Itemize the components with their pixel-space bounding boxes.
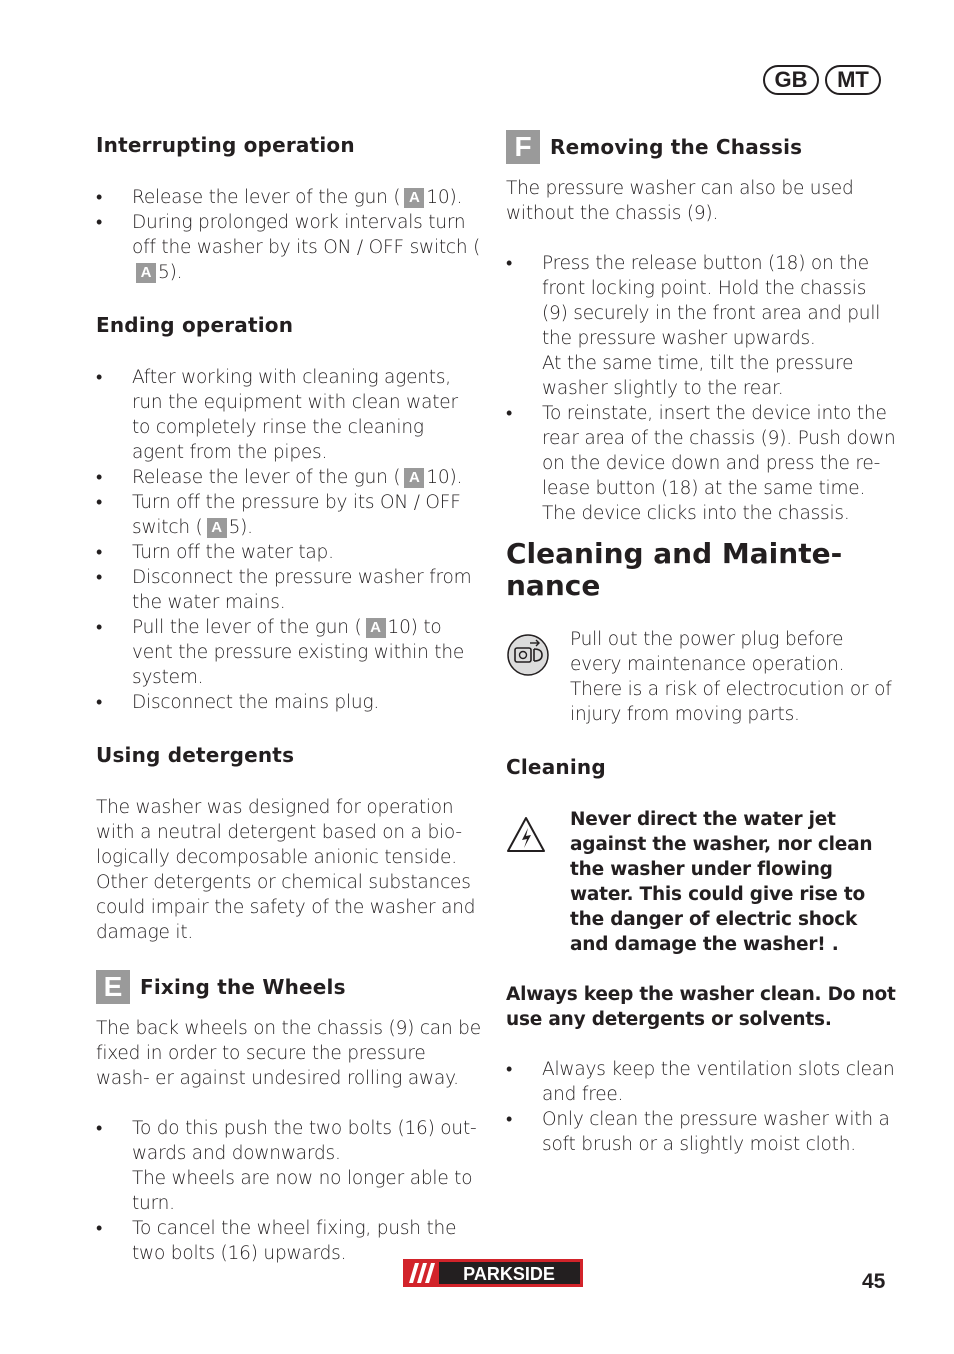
wheels-list (96, 1116, 481, 1266)
page-number: 45 (862, 1270, 886, 1293)
list-item: • Always keep the ventilation slots clean and free. (506, 1057, 896, 1107)
chassis-heading: Removing the Chassis (550, 135, 803, 159)
interrupting-list (96, 185, 481, 285)
list-item: • After working with cleaning agents, run the equipment with clean water to completely rinse the cleaning agent from the pipes. (96, 365, 481, 465)
plug-note-row (506, 627, 896, 727)
ending-list (96, 365, 481, 715)
brand-name: PARKSIDE (463, 1264, 555, 1284)
list-item: • Turn off the pressure by its ON / OFF switch ( A 5). (96, 490, 481, 540)
cleaning-warning: Never direct the water jet against the washer, nor clean the washer under flowing water. This could give rise to the danger of electric shock and damage the washer! . (570, 809, 873, 955)
figure-ref-box: A (366, 618, 386, 638)
list-item: • Release the lever of the gun ( A 10). (96, 465, 481, 490)
list-item: • During prolonged work intervals turn off the washer by its ON / OFF switch (A 5). (96, 210, 481, 285)
list-item: • Disconnect the mains plug. (96, 690, 481, 715)
wheels-heading: Fixing the Wheels (140, 975, 346, 999)
maintenance-heading: Cleaning and Mainte- nance (506, 537, 843, 602)
keep-clean-note: Always keep the washer clean. Do not use any detergents or solvents. (506, 984, 896, 1030)
ending-heading: Ending operation (96, 313, 294, 337)
figure-ref-box: A (404, 188, 424, 208)
list-item: • Only clean the pressure washer with a soft brush or a slightly moist cloth. (506, 1107, 896, 1157)
list-item: • To reinstate, insert the device into the rear area of the chassis (9). Push down on the device down and press the re- lease button (18) at the same time. The device clicks into the chassis. (506, 401, 896, 526)
chassis-text: The pressure washer can also be used without the chassis (9). (506, 178, 854, 224)
list-item: • Release the lever of the gun ( A 10). (96, 185, 481, 210)
parkside-logo (403, 1259, 583, 1287)
detergents-heading: Using detergents (96, 743, 295, 767)
figure-ref-box: A (136, 263, 156, 283)
detergents-text: The washer was designed for operation with a neutral detergent based on a bio- logically decomposable anionic tenside. Other detergents or chemical substances could impair the safety of the washer and damage it. (96, 797, 476, 943)
right-column (506, 130, 896, 1157)
electric-warning-icon (506, 807, 570, 859)
wheels-section-header (96, 970, 481, 1004)
interrupting-heading: Interrupting operation (96, 133, 355, 157)
chassis-section-header (506, 130, 896, 164)
chassis-list (506, 251, 896, 526)
language-badge-mt: MT (825, 65, 881, 95)
list-item: • To do this push the two bolts (16) out- wards and downwards. The wheels are now no longer able to turn. (96, 1116, 481, 1216)
section-letter-box: F (506, 130, 540, 164)
language-badge-gb: GB (763, 65, 819, 95)
cleaning-list (506, 1057, 896, 1157)
list-item: • To cancel the wheel fixing, push the two bolts (16) upwards. (96, 1216, 481, 1266)
list-item: • Disconnect the pressure washer from the water mains. (96, 565, 481, 615)
warning-row (506, 807, 896, 957)
left-column (96, 130, 481, 1266)
cleaning-heading: Cleaning (506, 755, 606, 779)
plug-note: Pull out the power plug before every maintenance operation. There is a risk of electrocution or of injury from moving parts. (570, 629, 892, 725)
figure-ref-box: A (404, 468, 424, 488)
list-item: • Turn off the water tap. (96, 540, 481, 565)
list-item: • Press the release button (18) on the front locking point. Hold the chassis (9) securely in the front area and pull the pressure washer upwards. At the same time, tilt the pressure washer slightly to the rear. (506, 251, 896, 401)
list-item: • Pull the lever of the gun ( A 10) to vent the pressure existing within the system. (96, 615, 481, 690)
wheels-text: The back wheels on the chassis (9) can be fixed in order to secure the pressure wash- er against undesired rolling away. (96, 1018, 481, 1089)
section-letter-box: E (96, 970, 130, 1004)
language-badges (763, 65, 881, 95)
unplug-icon (506, 627, 570, 681)
figure-ref-box: A (207, 518, 227, 538)
